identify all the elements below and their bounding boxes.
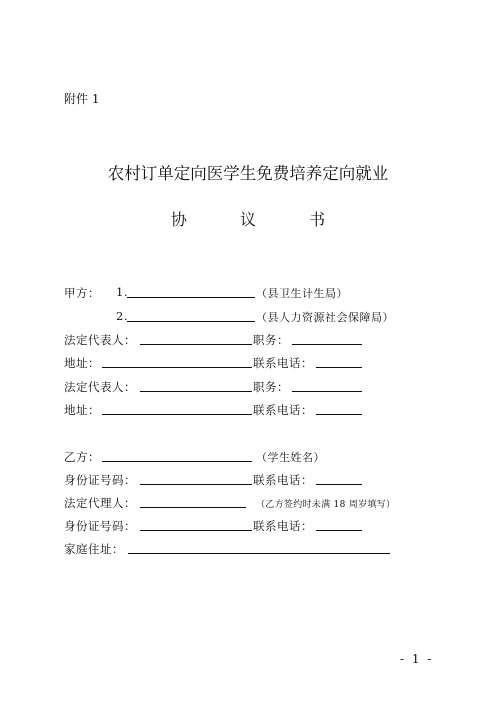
home-address-blank[interactable] <box>128 553 390 554</box>
page-number: - 1 - <box>400 652 434 666</box>
party-a-item2-blank[interactable] <box>127 321 255 322</box>
student-name-blank[interactable] <box>102 461 252 462</box>
party-a-item1-blank[interactable] <box>127 297 255 298</box>
address-label-1: 地址： <box>64 356 100 370</box>
id-number-label-2: 身份证号码： <box>64 519 136 533</box>
party-b-phone-blank-1[interactable] <box>316 484 362 485</box>
phone-label-2: 联系电话： <box>253 403 313 417</box>
position-label-2: 职务： <box>253 380 289 394</box>
phone-blank-2[interactable] <box>316 414 362 415</box>
party-a-note1: （县卫生计生局） <box>256 287 348 300</box>
address-blank-1[interactable] <box>102 367 252 368</box>
legal-rep-blank-1[interactable] <box>140 344 252 345</box>
position-blank-2[interactable] <box>292 391 362 392</box>
party-a-note2: （县人力资源社会保障局） <box>256 311 394 324</box>
party-b-label: 乙方： <box>64 450 100 464</box>
legal-rep-label-2: 法定代表人： <box>64 380 136 394</box>
address-blank-2[interactable] <box>102 414 252 415</box>
document-title: 农村订单定向医学生免费培养定向就业 <box>107 164 389 183</box>
id-number-blank-2[interactable] <box>140 530 252 531</box>
party-b-phone-label-2: 联系电话： <box>253 519 313 533</box>
subtitle-char-3: 书 <box>309 210 326 229</box>
id-number-blank-1[interactable] <box>140 484 252 485</box>
phone-blank-1[interactable] <box>316 367 362 368</box>
legal-rep-blank-2[interactable] <box>140 391 252 392</box>
party-b-note: （学生姓名） <box>256 451 325 464</box>
guardian-blank[interactable] <box>140 507 246 508</box>
subtitle-char-1: 协 <box>170 210 187 229</box>
address-label-2: 地址： <box>64 403 100 417</box>
position-label-1: 职务： <box>253 333 289 347</box>
position-blank-1[interactable] <box>292 344 362 345</box>
party-a-item1: 1. <box>116 285 128 299</box>
phone-label-1: 联系电话： <box>253 356 313 370</box>
party-a-item2: 2. <box>116 309 128 323</box>
home-address-label: 家庭住址： <box>64 542 124 556</box>
attachment-label: 附件 1 <box>64 92 100 106</box>
subtitle-char-2: 议 <box>239 210 256 229</box>
id-number-label-1: 身份证号码： <box>64 473 136 487</box>
guardian-note: （乙方签约时未满 18 周岁填写） <box>256 500 396 510</box>
party-a-label: 甲方： <box>64 286 100 300</box>
party-b-phone-label-1: 联系电话： <box>253 473 313 487</box>
guardian-label: 法定代理人： <box>64 496 136 510</box>
legal-rep-label-1: 法定代表人： <box>64 333 136 347</box>
party-b-phone-blank-2[interactable] <box>316 530 362 531</box>
document-subtitle <box>0 207 496 230</box>
